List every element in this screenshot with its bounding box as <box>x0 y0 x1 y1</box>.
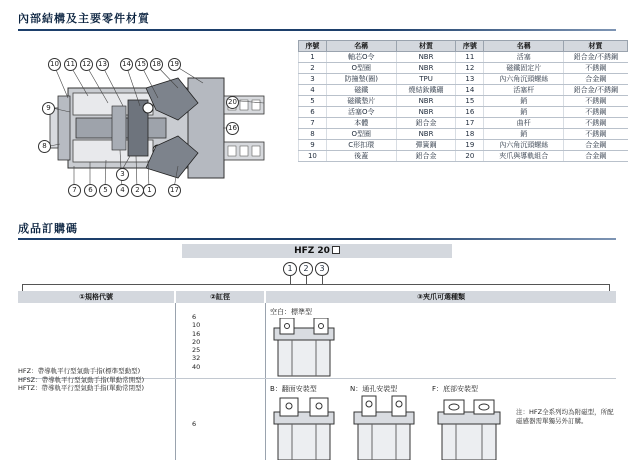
cell: 20 <box>456 151 484 162</box>
spec-code-list <box>18 367 178 393</box>
cell: 不銹鋼 <box>564 107 628 118</box>
callout-4: 4 <box>116 184 129 197</box>
bore-16: 16 <box>192 329 201 338</box>
callout-17: 17 <box>168 184 181 197</box>
callout-14: 14 <box>120 58 133 71</box>
callout-20: 20 <box>226 96 239 109</box>
cell: 合金鋼 <box>564 140 628 151</box>
cell: 19 <box>456 140 484 151</box>
cell: 內六角沉頭螺絲 <box>484 74 564 85</box>
cell: TPU <box>396 74 456 85</box>
jaw-type-b-label: B：翻面安裝型 <box>270 385 317 393</box>
jaw-standard-drawing <box>272 318 336 378</box>
table-row <box>299 129 628 140</box>
cell: 內六角沉頭螺絲 <box>484 140 564 151</box>
cell: 18 <box>456 129 484 140</box>
cell: 不銹鋼 <box>564 129 628 140</box>
column-jaw-types: ③夾爪可選種類 <box>266 291 616 303</box>
table-row <box>299 63 628 74</box>
callout-2: 2 <box>131 184 144 197</box>
cell: 磁鐵固定片 <box>484 63 564 74</box>
connector-pos2 <box>306 276 307 284</box>
cell: 16 <box>456 107 484 118</box>
gripper-cutaway-drawing <box>28 48 284 206</box>
cell: 不銹鋼 <box>564 118 628 129</box>
position-1-circle: 1 <box>283 262 297 276</box>
cell: 磁鐵 <box>326 85 396 96</box>
cell: O型圈 <box>326 129 396 140</box>
ordering-rule <box>18 238 616 240</box>
callout-5: 5 <box>99 184 112 197</box>
cell: 鋁合金/不銹鋼 <box>564 52 628 63</box>
callout-18: 18 <box>150 58 163 71</box>
cell: 銷 <box>484 96 564 107</box>
cell: 銷 <box>484 129 564 140</box>
cell: 合金鋼 <box>564 151 628 162</box>
cell: 7 <box>299 118 327 129</box>
bore-6: 6 <box>192 313 197 321</box>
cell: 軸芯O令 <box>326 52 396 63</box>
col-no: 序號 <box>299 41 327 52</box>
jaw-type-n-label: N：通孔安裝型 <box>350 385 398 393</box>
cell: NBR <box>396 96 456 107</box>
cell: 彈簧鋼 <box>396 140 456 151</box>
jaw-type-f-label: F：底部安裝型 <box>432 385 479 393</box>
table-row <box>299 140 628 151</box>
connector-pos1 <box>290 276 291 284</box>
cell: 1 <box>299 52 327 63</box>
cell: 活塞杆 <box>484 85 564 96</box>
cell: 9 <box>299 140 327 151</box>
spec-code-hftz: HFTZ：帶導軌平行型氣動手指(單動常閉型) <box>18 384 145 392</box>
structure-title: 內部結構及主要零件材質 <box>18 12 150 25</box>
jaw-b-drawing <box>272 394 336 460</box>
cell: 13 <box>456 74 484 85</box>
bore-32: 32 <box>192 354 201 363</box>
cell: 12 <box>456 63 484 74</box>
cell: 2 <box>299 63 327 74</box>
cell: O型圈 <box>326 63 396 74</box>
cell: 本體 <box>326 118 396 129</box>
callout-1: 1 <box>143 184 156 197</box>
col-material: 材質 <box>396 41 456 52</box>
cell: 鋁合金/不銹鋼 <box>564 85 628 96</box>
connector-right-drop <box>609 284 610 291</box>
cell: 14 <box>456 85 484 96</box>
parts-table-header <box>299 41 628 52</box>
spec-code-hfz: HFZ：帶導軌平行型氣動手指(標準型動型) <box>18 367 141 375</box>
cell: 鋁合金 <box>396 151 456 162</box>
callout-19: 19 <box>168 58 181 71</box>
cell: 6 <box>299 107 327 118</box>
cell: 15 <box>456 96 484 107</box>
cell: NBR <box>396 52 456 63</box>
col-no-2: 序號 <box>456 41 484 52</box>
col-material-2: 材質 <box>564 41 628 52</box>
connector-left-drop <box>22 284 23 291</box>
col-name-2: 名稱 <box>484 41 564 52</box>
callout-11: 11 <box>64 58 77 71</box>
bore-40: 40 <box>192 362 201 371</box>
callout-16: 16 <box>226 122 239 135</box>
cell: 合金鋼 <box>564 74 628 85</box>
cell: 鋁合金 <box>396 118 456 129</box>
bore-20: 20 <box>192 337 201 346</box>
model-code: HFZ 20 <box>294 246 330 256</box>
bore-25: 25 <box>192 346 201 355</box>
cell: 17 <box>456 118 484 129</box>
bore-10: 10 <box>192 321 201 330</box>
callout-3: 3 <box>116 168 129 181</box>
cell: 銷 <box>484 107 564 118</box>
jaw-type-standard-label: 空白：標準型 <box>270 308 312 316</box>
cell: NBR <box>396 107 456 118</box>
col-name: 名稱 <box>326 41 396 52</box>
column-spec-code: ①規格代號 <box>18 291 174 303</box>
connector-pos3 <box>322 276 323 284</box>
cell: 燒結釹鐵硼 <box>396 85 456 96</box>
cell: 不銹鋼 <box>564 96 628 107</box>
cell: 夾爪與導軌組合 <box>484 151 564 162</box>
cell: 5 <box>299 96 327 107</box>
connector-hline <box>22 284 610 285</box>
jaw-f-drawing <box>434 394 504 460</box>
magnet-note: 注：HFZ全系列均為附磁型，所配磁感器需單獨另外訂購。 <box>516 408 614 425</box>
callout-6: 6 <box>84 184 97 197</box>
cell: 活塞 <box>484 52 564 63</box>
callout-12: 12 <box>80 58 93 71</box>
table-row <box>299 52 628 63</box>
spec-code-hfsz: HFSZ：帶導軌平行型氣動手指(單動常開型) <box>18 375 145 384</box>
callout-7: 7 <box>68 184 81 197</box>
cell: 11 <box>456 52 484 63</box>
bore-6-alt: 6 <box>192 420 197 428</box>
cell: NBR <box>396 129 456 140</box>
cell: 磁鐵墊片 <box>326 96 396 107</box>
table-row <box>299 118 628 129</box>
position-2-circle: 2 <box>299 262 313 276</box>
internal-structure-diagram <box>28 48 284 206</box>
callout-9: 9 <box>42 102 55 115</box>
callout-10: 10 <box>48 58 61 71</box>
cell: 活塞O令 <box>326 107 396 118</box>
model-code-box <box>182 244 452 258</box>
cell: 不銹鋼 <box>564 63 628 74</box>
table-row <box>299 107 628 118</box>
cell: 後蓋 <box>326 151 396 162</box>
callout-15: 15 <box>135 58 148 71</box>
table-row <box>299 151 628 162</box>
parts-material-table <box>298 40 628 162</box>
cell: 8 <box>299 129 327 140</box>
cell: C形扣環 <box>326 140 396 151</box>
option-square-icon <box>332 246 340 254</box>
cell: 防撞墊(圈) <box>326 74 396 85</box>
position-3-circle: 3 <box>315 262 329 276</box>
callout-13: 13 <box>96 58 109 71</box>
cell: 4 <box>299 85 327 96</box>
ordering-title: 成品訂購碼 <box>18 222 78 235</box>
cell: 10 <box>299 151 327 162</box>
cell: NBR <box>396 63 456 74</box>
table-row <box>299 85 628 96</box>
bore-list <box>192 313 200 371</box>
table-row <box>299 96 628 107</box>
jaw-n-drawing <box>352 394 416 460</box>
structure-rule <box>18 29 616 31</box>
column-bore: ②缸徑 <box>176 291 264 303</box>
table-row <box>299 74 628 85</box>
cell: 3 <box>299 74 327 85</box>
cell: 曲杆 <box>484 118 564 129</box>
divider-2 <box>265 303 266 460</box>
callout-8: 8 <box>38 140 51 153</box>
